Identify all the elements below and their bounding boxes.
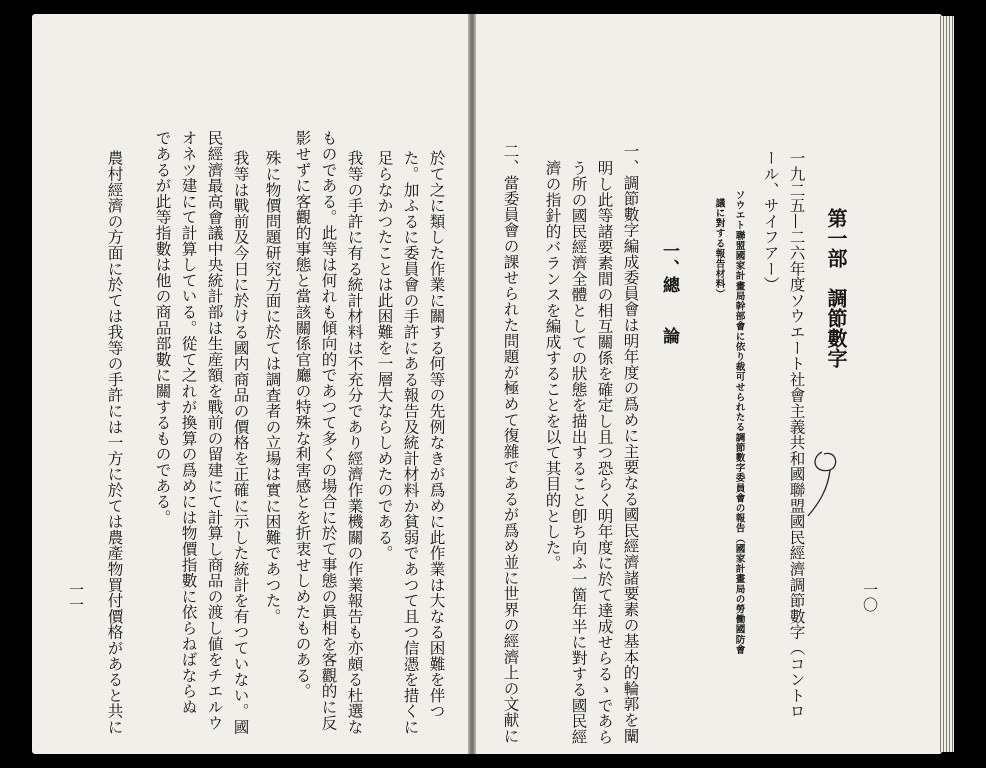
body-line: であるが此等指數は他の商品部數に關するものである。 xyxy=(153,130,172,525)
pencil-mark-icon xyxy=(800,440,850,520)
source-note-line: 議に對する報告材料） xyxy=(713,198,725,299)
body-line: 二、當委員會の課せられた問題が極めて復雜であるが爲め並に世界の經濟上の文献に xyxy=(501,143,520,744)
body-line: ものである。此等は何れも傾向的であつて多くの場合に於て事態の眞相を客觀的に反 xyxy=(319,130,338,731)
body-line: う所の國民經濟全體としての狀態を描出すること卽ち向ふ一箇年半に對する國民經 xyxy=(569,160,588,745)
book-gutter xyxy=(468,14,476,754)
part-title: 第一部 調節數字 xyxy=(824,208,848,368)
right-page xyxy=(472,14,942,754)
body-line: 民經濟最高會議中央統計部は生産額を戰前の留建にて計算し商品の渡し値をチエルウ xyxy=(205,130,224,731)
body-line: 一、調節數字編成委員會は明年度の爲めに主要なる國民經濟諸要素の基本的輪郭を闡 xyxy=(621,143,640,744)
source-note-line: ソウエト聯盟國家計畫局幹部會に依り裁可せられたる調節數字委員會の報告（國家計畫局の勞働國防會 xyxy=(733,190,745,655)
body-line: 農村經濟の方面に於ては我等の手許には一方に於ては農產物買付價格があると共に xyxy=(105,150,124,735)
page-number-right: 一〇 xyxy=(861,582,879,612)
page-edges xyxy=(938,16,954,752)
body-line: 我等は戰前及今日に於ける國内商品の價格を正確に示した統計を有つていない。國 xyxy=(231,150,250,735)
subtitle-line: ール、サイフアー） xyxy=(761,150,780,293)
body-line: 足らなかつたことは此困難を一層大ならしめたのである。 xyxy=(375,150,394,561)
body-line: 我等の手許に有る統計材料は不充分であり經濟作業機關の作業報告も亦頗る杜選な xyxy=(345,150,364,735)
body-line: 明し此等諸要素間の相互關係を確定し且つ恐らく明年度に於て達成せらるゝであら xyxy=(595,160,614,745)
page-number-left: 一一 xyxy=(67,582,85,612)
body-line: 殊に物價問題研究方面に於ては調査者の立場は實に困難であつた。 xyxy=(263,150,282,624)
subtitle-line: 一九二五—二六年度ソウエート社會主義共和國聯盟國民經濟調節數字（コントロ xyxy=(787,150,806,719)
body-line: 濟の指針的バランスを編成することを以て其目的とした。 xyxy=(543,160,562,571)
body-line: た。加ふるに委員會の手許にある報告及統計材料か貧弱であつて且つ信憑を措くに xyxy=(401,150,420,735)
section-heading: 一、總 論 xyxy=(659,242,679,344)
body-line: 影せずに客觀的事態と當該關係官廳の特殊な利害感とを折衷せしめたものある。 xyxy=(293,130,312,699)
body-line: 於て之に類した作業に關する何等の先例なきが爲めに此作業は大なる困難を伴つ xyxy=(427,150,446,719)
body-line: オネツ建にて計算している。從て之れが換算の爲めには物價指數に依らねばならぬ xyxy=(179,130,198,715)
